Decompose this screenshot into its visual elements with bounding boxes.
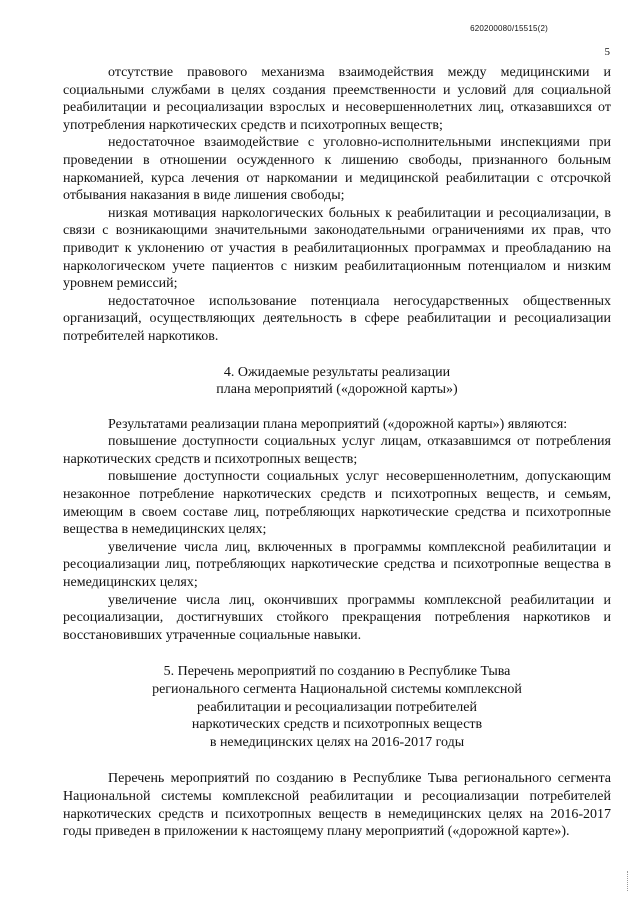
- heading-line: 5. Перечень мероприятий по созданию в Республике Тыва: [163, 664, 511, 680]
- page-number: 5: [604, 46, 610, 58]
- paragraph: увеличение числа лиц, включенных в программы комплексной реабилитации и ресоциализации лиц, потребляющих наркотические средства и психотропные вещества в немедицинских целях;: [63, 539, 611, 591]
- heading-line: плана мероприятий («дорожной карты»): [216, 382, 458, 398]
- heading-line: реабилитации и ресоциализации потребителей: [197, 699, 477, 715]
- heading-line: 4. Ожидаемые результаты реализации: [223, 364, 451, 380]
- heading-line: в немедицинских целях на 2016-2017 годы: [209, 734, 465, 750]
- paragraph: отсутствие правового механизма взаимодействия между медицинскими и социальными службами в целях создания преемственности и условий для социальной реабилитации и ресоциализации взрослых и несовершеннолетних лиц, отказавшихся от употребления наркотических средств и психотропных веществ;: [63, 65, 611, 133]
- paragraph: увеличение числа лиц, окончивших программы комплексной реабилитации и ресоциализации, достигнувших стойкого прекращения потребления наркотиков и восстановивших утраченные социальные навыки.: [63, 592, 611, 643]
- paragraph: повышение доступности социальных услуг несовершеннолетним, допускающим незаконное потребление наркотических средств и психотропных веществ, и семьям, имеющим в своем составе лиц, потребляющих наркотические средства и психотропные вещества в немедицинских целях;: [63, 469, 611, 538]
- section-5-heading: [63, 663, 611, 751]
- scan-margin-mark: [627, 871, 630, 891]
- heading-line: наркотических средств и психотропных веществ: [191, 717, 483, 733]
- section-4-heading: [63, 364, 611, 399]
- document-body: [63, 64, 611, 841]
- paragraph: низкая мотивация наркологических больных к реабилитации и ресоциализации, в связи с возникающими значительными законодательными ограничениями их прав, что приводит к уклонению от участия в реабилитационных программах и преобладанию на наркологическом учете пациентов с низким реабилитационным потенциалом и низким уровнем ремиссий;: [63, 205, 611, 292]
- paragraph: повышение доступности социальных услуг лицам, отказавшимся от потребления наркотических средств и психотропных веществ;: [63, 434, 611, 467]
- paragraph: недостаточное взаимодействие с уголовно-исполнительными инспекциями при проведении в отношении осужденного к лишению свободы, признанного больным наркоманией, курса лечения от наркомании и медицинской реабилитации с отсрочкой отбывания наказания в виде лишения свободы;: [63, 135, 611, 204]
- paragraph: Перечень мероприятий по созданию в Республике Тыва регионального сегмента Национальной системы комплексной реабилитации и ресоциализации потребителей наркотических средств и психотропных веществ в немедицинских целях на 2016-2017 годы приведен в приложении к настоящему плану мероприятий («дорожной карте»).: [63, 771, 611, 840]
- paragraph: Результатами реализации плана мероприятий («дорожной карты») являются:: [108, 416, 568, 432]
- document-code: 620200080/15515(2): [470, 24, 548, 33]
- heading-line: регионального сегмента Национальной системы комплексной: [152, 682, 522, 697]
- paragraph: недостаточное использование потенциала негосударственных общественных организаций, осуществляющих деятельность в сфере реабилитации и ресоциализации потребителей наркотиков.: [63, 293, 611, 344]
